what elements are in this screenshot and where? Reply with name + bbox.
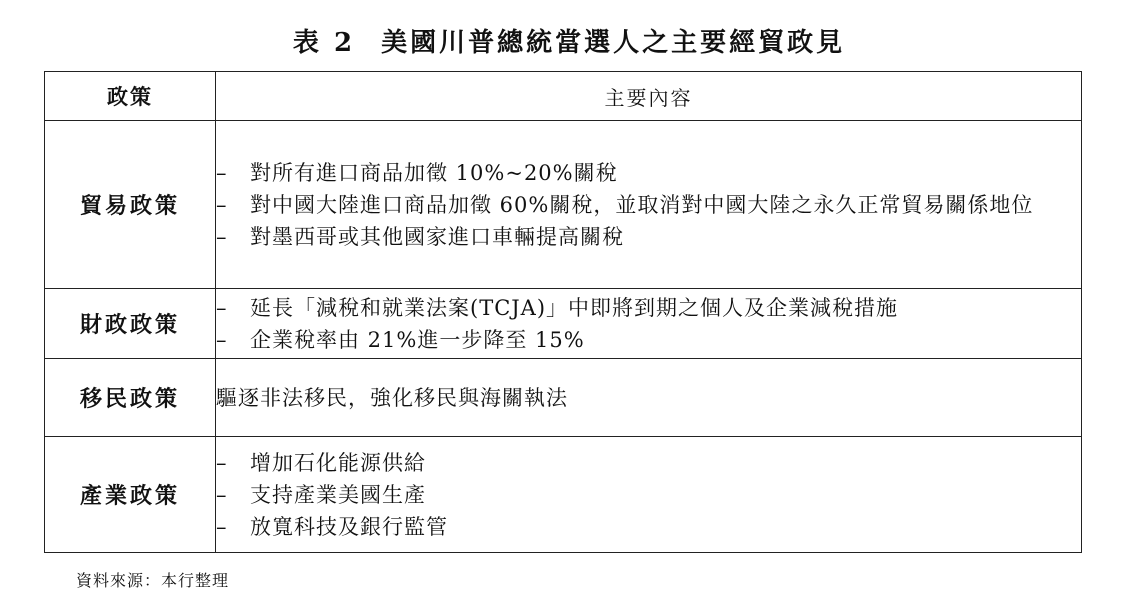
bullet-dash: – (216, 482, 228, 507)
list-item: – 對所有進口商品加徵 10%~20%關稅 (216, 157, 1081, 189)
table-title (0, 22, 1138, 59)
table-row-industry (45, 437, 1082, 553)
bullet-dash: – (216, 450, 228, 475)
policy-content-trade (216, 121, 1082, 289)
table-row-immigration (45, 359, 1082, 437)
bullet-dash: – (216, 514, 228, 539)
bullet-dash: – (216, 224, 228, 249)
list-item: – 對墨西哥或其他國家進口車輛提高關稅 (216, 221, 1081, 253)
list-item: – 企業稅率由 21%進一步降至 15% (216, 324, 1081, 356)
bullet-dash: – (216, 327, 228, 352)
list-item: – 對中國大陸進口商品加徵 60%關稅，並取消對中國大陸之永久正常貿易關係地位 (216, 189, 1081, 221)
table-row-fiscal (45, 289, 1082, 359)
policy-content-fiscal (216, 289, 1082, 359)
bullet-dash: – (216, 160, 228, 185)
policy-name-trade: 貿易政策 (45, 121, 216, 289)
header-policy: 政策 (45, 72, 216, 121)
policy-name-immigration: 移民政策 (45, 359, 216, 437)
list-item: – 放寬科技及銀行監管 (216, 511, 1081, 543)
header-content: 主要內容 (216, 72, 1082, 121)
source-note: 資料來源：本行整理 (76, 571, 230, 590)
policy-table (44, 71, 1082, 553)
table-title-text: 美國川普總統當選人之主要經貿政見 (381, 28, 846, 58)
bullet-dash: – (216, 192, 228, 217)
policy-text: 驅逐非法移民，強化移民與海關執法 (216, 385, 568, 410)
policy-name-fiscal: 財政政策 (45, 289, 216, 359)
table-row-trade (45, 121, 1082, 289)
policy-name-industry: 產業政策 (45, 437, 216, 553)
table-number: 表 2 (292, 28, 356, 58)
policy-content-immigration (216, 359, 1082, 437)
table-header-row (45, 72, 1082, 121)
policy-content-industry (216, 437, 1082, 553)
list-item: – 延長「減稅和就業法案(TCJA)」中即將到期之個人及企業減稅措施 (216, 292, 1081, 324)
list-item: – 支持產業美國生產 (216, 479, 1081, 511)
bullet-dash: – (216, 295, 228, 320)
list-item: – 增加石化能源供給 (216, 447, 1081, 479)
